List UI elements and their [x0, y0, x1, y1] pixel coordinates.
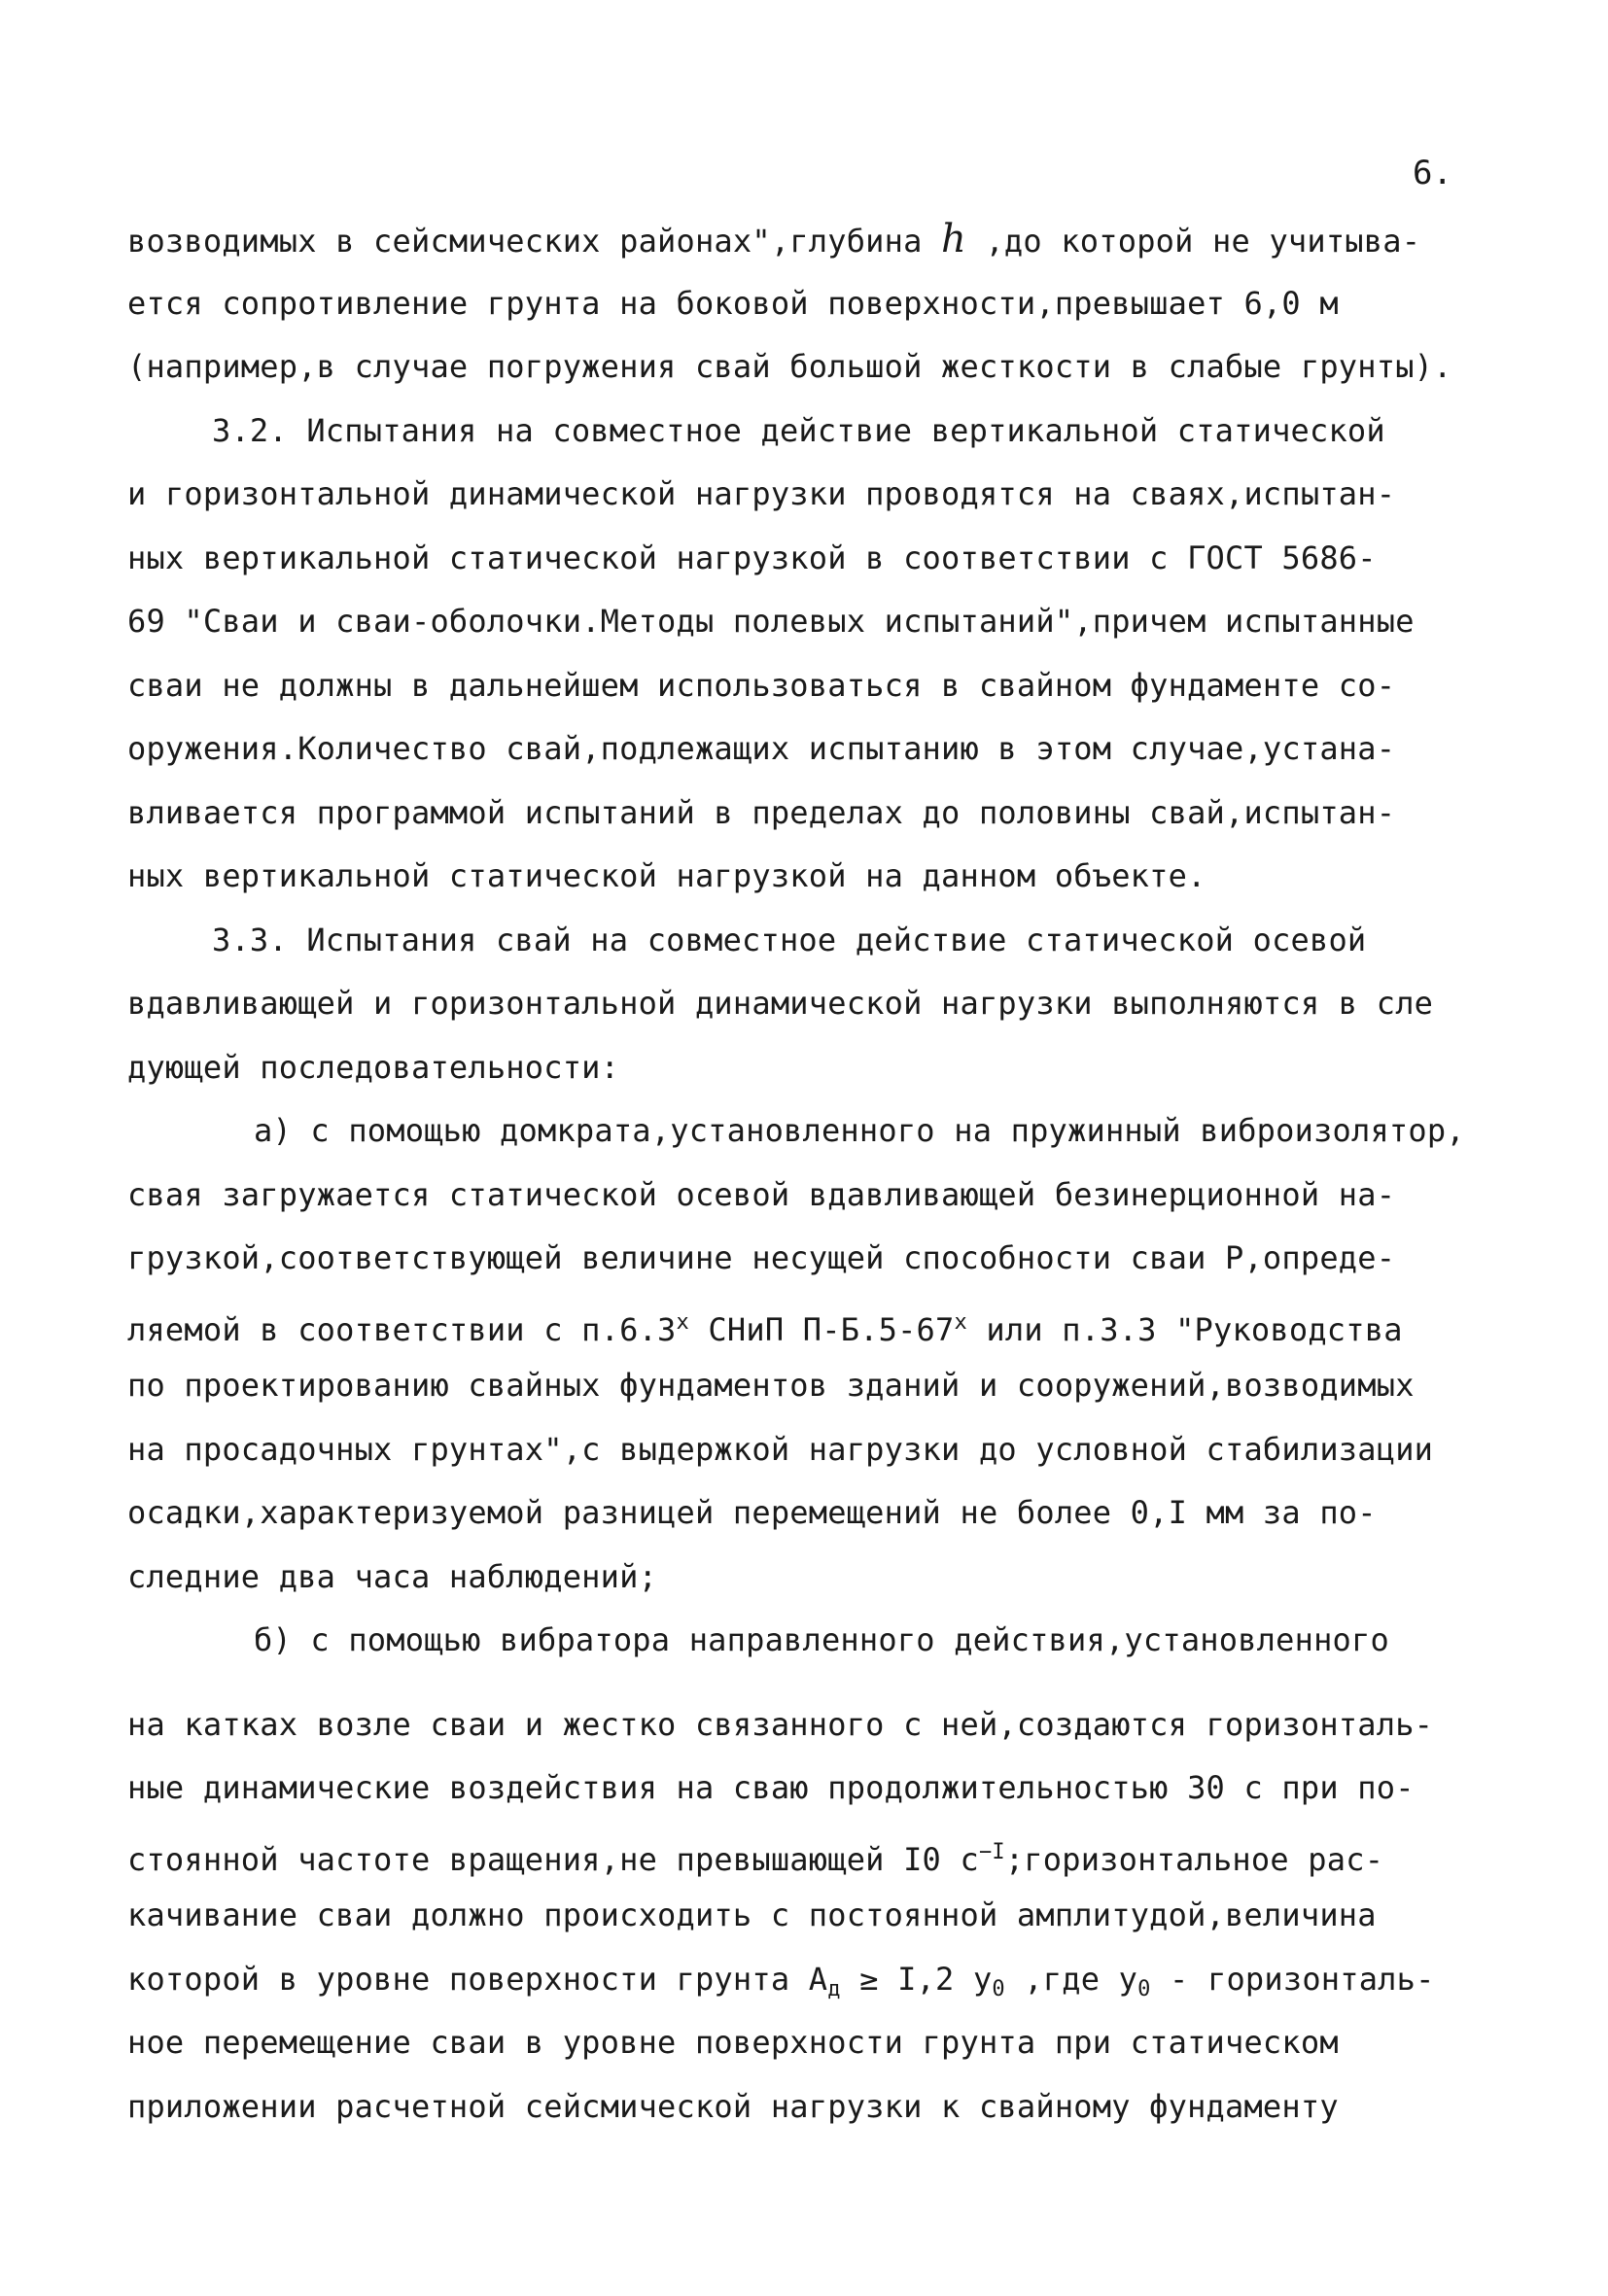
page-number: 6. — [1413, 154, 1452, 192]
text-line: ное перемещение сваи в уровне поверхности грунта при статическом — [127, 2024, 1339, 2061]
text-line: качивание сваи должно происходить с постоянной амплитудой,величина — [127, 1896, 1377, 1933]
text-line: следние два часа наблюдений; — [127, 1557, 658, 1595]
text-line: которой в уровне поверхности грунта $А_д \ge I,2$ $y_0$ ,где $y_0$ - горизонталь- — [127, 1960, 1435, 2001]
text-line: 69 "Сваи и сваи-оболочки.Методы полевых испытаний",причем испытанные — [127, 603, 1415, 640]
text-line: ные динамические воздействия на сваю продолжительностью 30 с при по- — [127, 1769, 1415, 1806]
text-line: сваи не должны в дальнейшем использоваться в свайном фундаменте со- — [127, 666, 1396, 704]
text-line: ных вертикальной статической нагрузкой в соответствии с ГОСТ 5686- — [127, 539, 1377, 576]
text-line: грузкой,соответствующей величине несущей способности сваи Р,опреде- — [127, 1239, 1396, 1276]
text-line: вдавливающей и горизонтальной динамической нагрузки выполняются в сле — [127, 985, 1434, 1022]
section-3-3-heading-line: 3.3. Испытания свай на совместное действие статической осевой — [212, 921, 1367, 958]
item-a-line: а) с помощью домкрата,установленного на пружинный виброизолятор, — [254, 1112, 1465, 1149]
text-line: оружения.Количество свай,подлежащих испытанию в этом случае,устана- — [127, 730, 1396, 767]
text-line: стоянной частоте вращения,не превышающей I0 $с^{-I};горизонтальное$ рас- — [127, 1839, 1384, 1878]
text-line: осадки,характеризуемой разницей перемещений не более 0,I мм за по- — [127, 1494, 1377, 1531]
text-line: на просадочных грунтах",с выдержкой нагрузки до условной стабилизации — [127, 1430, 1434, 1468]
superscript-x: x — [954, 1309, 967, 1335]
text-line: ляемой в соответствии с п.6.3$^x$ СНиП П-Б.5-67$^x$ или п.3.3 "Руководства — [127, 1309, 1403, 1348]
text-line: по проектированию свайных фундаментов зданий и сооружений,возводимых — [127, 1367, 1415, 1404]
subscript-zero: 0 — [1137, 1976, 1151, 2001]
superscript-minus-one: −I — [978, 1839, 1005, 1864]
subscript-d: д — [827, 1976, 841, 2001]
text-line: ется сопротивление грунта на боковой поверхности,превышает 6,0 м — [127, 284, 1339, 322]
subscript-zero: 0 — [992, 1976, 1005, 2001]
text-line: и горизонтальной динамической нагрузки проводятся на сваях,испытан- — [127, 475, 1396, 512]
text-line: дующей последовательности: — [127, 1048, 620, 1086]
text-line: возводимых в сейсмических районах",глубина h ,до которой не учитыва- — [127, 217, 1421, 261]
text-line: вливается программой испытаний в пределах до половины свай,испытан- — [127, 793, 1396, 831]
text-line: ных вертикальной статической нагрузкой на данном объекте. — [127, 857, 1206, 894]
item-b-line: б) с помощью вибратора направленного действия,установленного — [254, 1621, 1389, 1658]
section-3-2-heading-line: 3.2. Испытания на совместное действие вертикальной статической — [212, 411, 1385, 449]
body-text — [127, 208, 1518, 2139]
depth-symbol-h: h — [941, 217, 966, 261]
text-line: (например,в случае погружения свай большой жесткости в слабые грунты). — [127, 348, 1452, 385]
superscript-x: x — [676, 1309, 689, 1335]
text-line: приложении расчетной сейсмической нагрузки к свайному фундаменту — [127, 2087, 1339, 2125]
text-line: свая загружается статической осевой вдавливающей безинерционной на- — [127, 1175, 1396, 1213]
text-line: на катках возле сваи и жестко связанного с ней,создаются горизонталь- — [127, 1705, 1434, 1743]
